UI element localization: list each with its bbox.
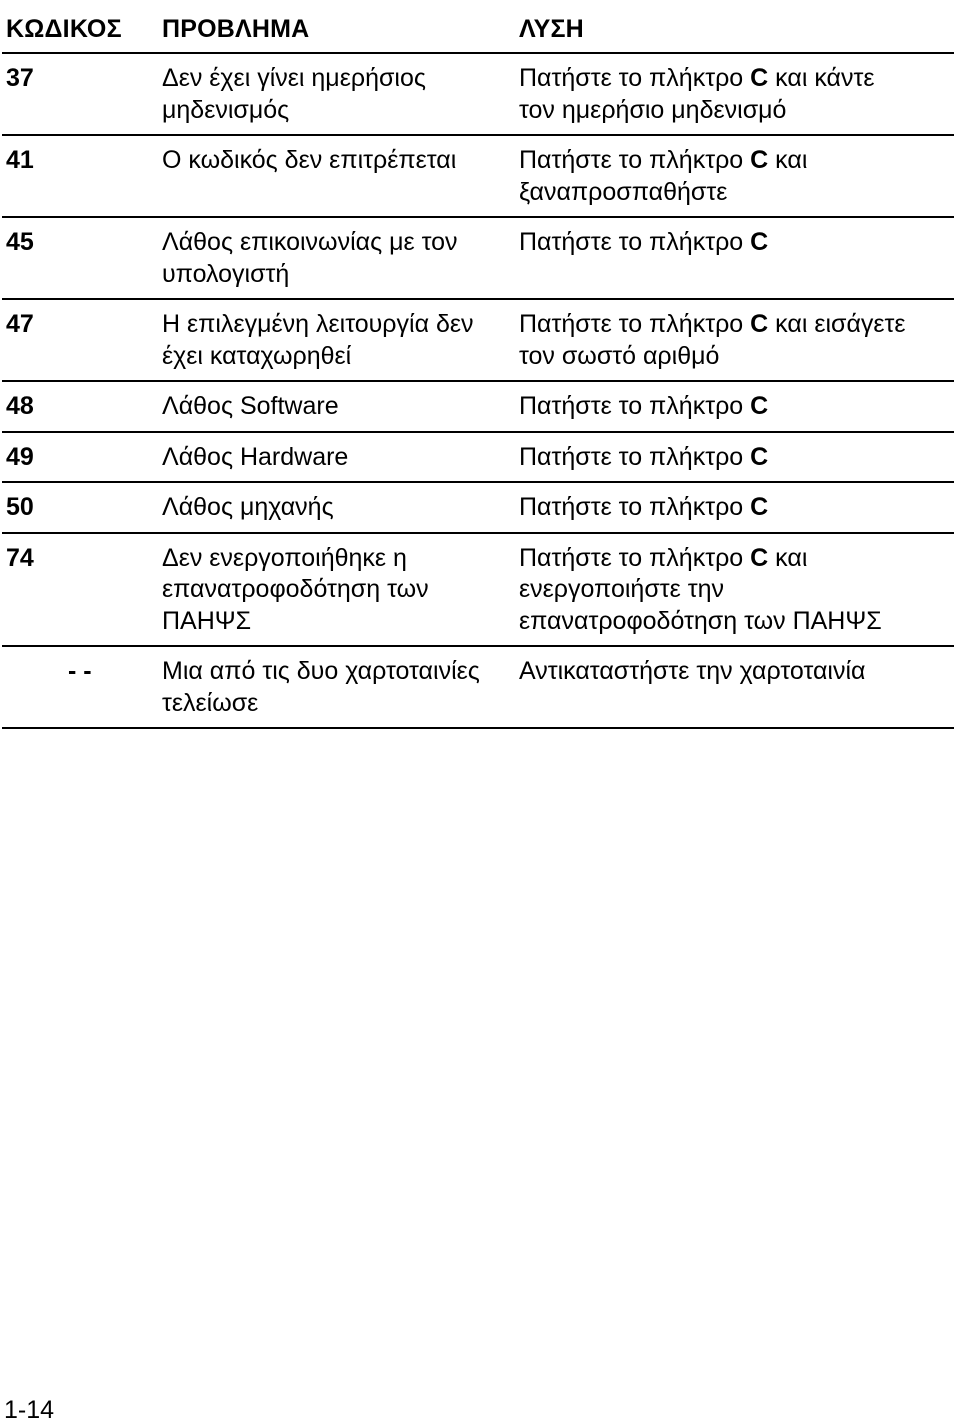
table-row: [2, 136, 954, 218]
problem-text: Ο κωδικός δεν επιτρέπεται: [162, 146, 457, 174]
error-code: 48: [6, 392, 34, 420]
header-code: ΚΩΔΙΚΟΣ: [6, 14, 122, 43]
error-code: 45: [6, 228, 34, 256]
solution-text-start: Αντικαταστήστε την χαρτοταινία: [519, 657, 866, 685]
error-code: 47: [6, 310, 34, 338]
key-c: C: [750, 228, 769, 256]
solution-text-start: Πατήστε το πλήκτρο: [519, 228, 751, 256]
table-row: [2, 382, 954, 433]
solution-text-start: Πατήστε το πλήκτρο: [519, 64, 751, 92]
error-code: 50: [6, 493, 34, 521]
error-code: 41: [6, 146, 34, 174]
problem-text: Μια από τις δυο χαρτοταινίες τελείωσε: [162, 657, 480, 717]
table-row: [2, 54, 954, 136]
table-row: [2, 647, 954, 729]
solution-text-end: και εισάγετε τον σωστό αριθμό: [519, 310, 906, 370]
solution-text: [519, 543, 954, 638]
problem-text: Η επιλεγμένη λειτουργία δεν έχει καταχωρηθεί: [162, 310, 474, 370]
solution-text-start: Πατήστε το πλήκτρο: [519, 310, 751, 338]
solution-text: [519, 391, 954, 423]
solution-text: [519, 63, 954, 126]
solution-text: [519, 309, 954, 372]
header-solution: ΛΥΣΗ: [519, 14, 584, 43]
problem-text: Λάθος μηχανής: [162, 493, 334, 521]
key-c: C: [750, 493, 769, 521]
error-code-table: [2, 6, 954, 729]
solution-text: [519, 227, 954, 290]
solution-text: [519, 656, 954, 719]
solution-text-start: Πατήστε το πλήκτρο: [519, 146, 751, 174]
error-code: 74: [6, 543, 34, 572]
error-code: - -: [68, 657, 92, 685]
table-row: [2, 300, 954, 382]
solution-text: [519, 492, 954, 524]
key-c: C: [750, 442, 769, 471]
solution-text: [519, 442, 954, 474]
problem-text: Λάθος επικοινωνίας με τον υπολογιστή: [162, 228, 458, 288]
solution-text-start: Πατήστε το πλήκτρο: [519, 442, 751, 471]
solution-text-start: Πατήστε το πλήκτρο: [519, 392, 751, 420]
problem-text: Λάθος Software: [162, 392, 339, 420]
page-number: 1-14: [4, 1396, 55, 1424]
table-row: [2, 433, 954, 484]
solution-text-end: και ξαναπροσπαθήστε: [519, 146, 808, 206]
error-code: 37: [6, 64, 34, 92]
solution-text-start: Πατήστε το πλήκτρο: [519, 543, 751, 572]
table-row: [2, 218, 954, 300]
key-c: C: [750, 146, 769, 174]
problem-text: Δεν ενεργοποιήθηκε η επανατροφοδότηση των ΠΑΗΨΣ: [162, 543, 429, 635]
error-code: 49: [6, 442, 34, 471]
key-c: C: [750, 543, 769, 572]
table-header: [2, 6, 954, 54]
table-row: [2, 483, 954, 534]
header-problem: ΠΡΟΒΛΗΜΑ: [162, 14, 310, 43]
key-c: C: [750, 64, 769, 92]
solution-text-end: και ενεργοποιήστε την επανατροφοδότηση των ΠΑΗΨΣ: [519, 543, 882, 635]
problem-text: Δεν έχει γίνει ημερήσιος μηδενισμός: [162, 64, 426, 124]
problem-text: Λάθος Hardware: [162, 442, 349, 471]
key-c: C: [750, 392, 769, 420]
solution-text-end: και κάντε τον ημερήσιο μηδενισμό: [519, 64, 875, 124]
key-c: C: [750, 310, 769, 338]
table-row: [2, 534, 954, 648]
solution-text-start: Πατήστε το πλήκτρο: [519, 493, 751, 521]
solution-text: [519, 145, 954, 208]
